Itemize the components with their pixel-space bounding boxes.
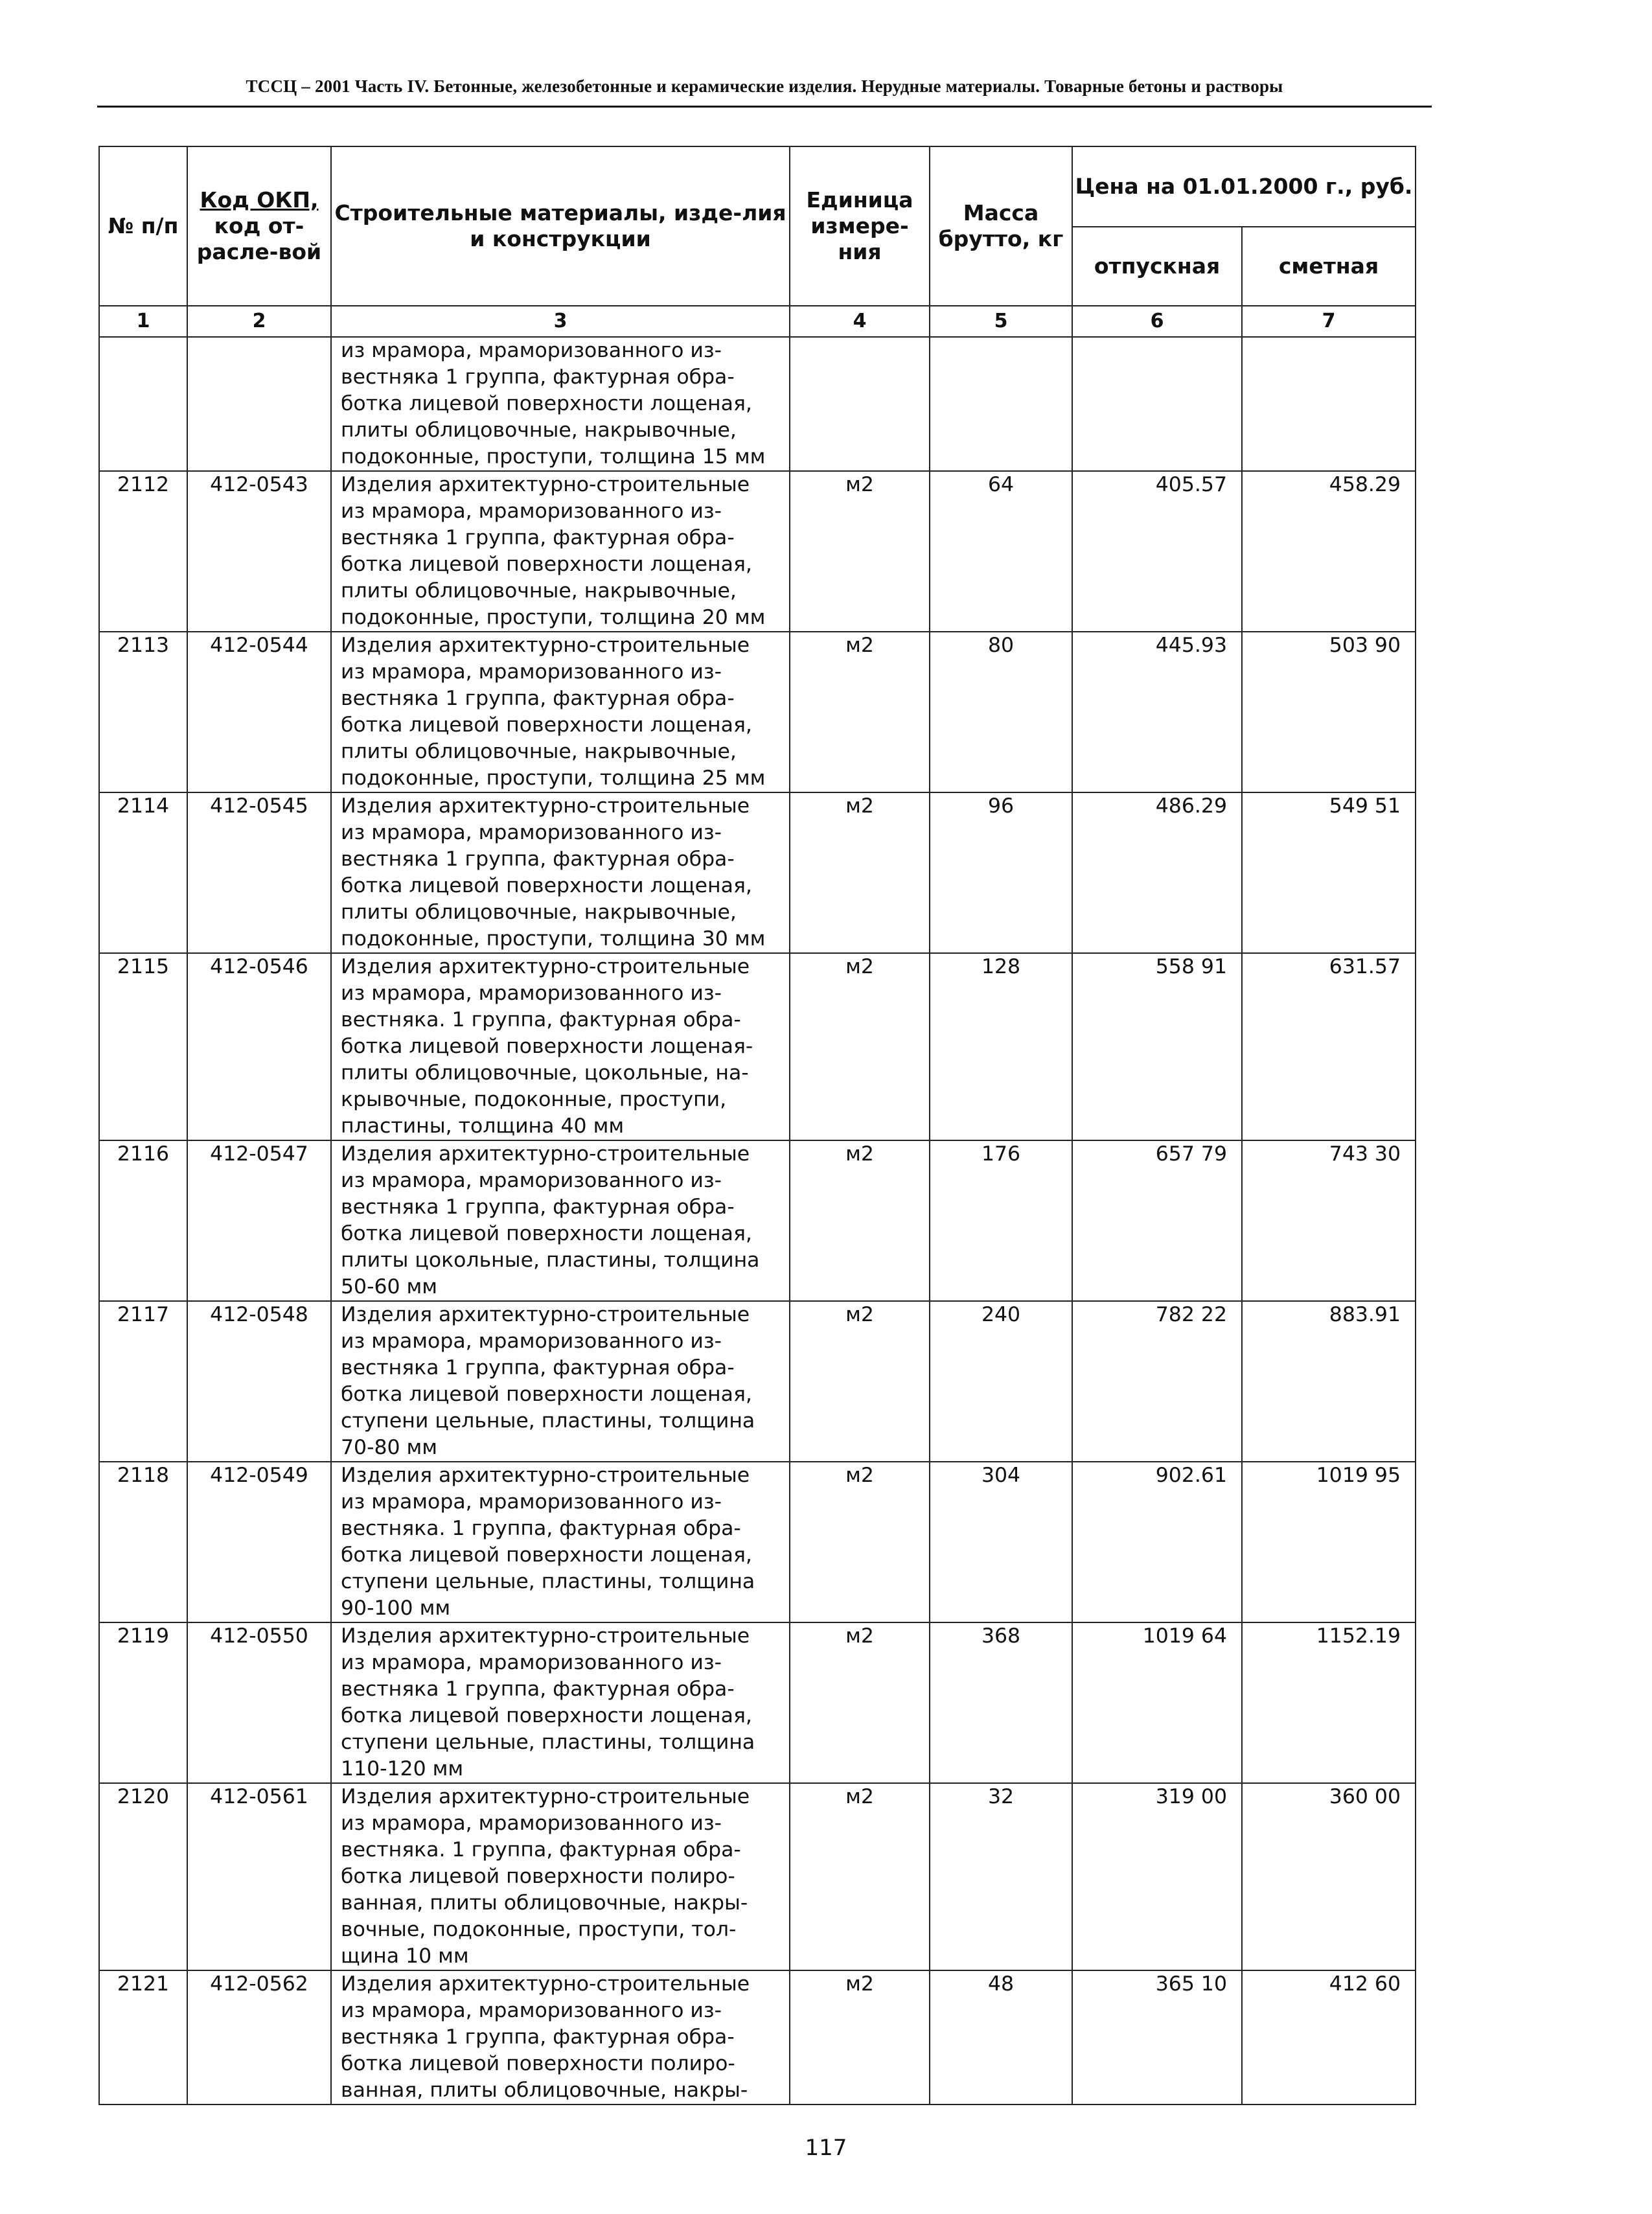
mass: 368 [930, 1622, 1072, 1783]
table-row [99, 1140, 1416, 1301]
okp-code: 412-0561 [187, 1783, 331, 1970]
okp-code: 412-0543 [187, 471, 331, 632]
description-line: вестняка. 1 группа, фактурная обра- [341, 1838, 741, 1862]
table-row [99, 632, 1416, 792]
row-number: 2118 [99, 1462, 187, 1622]
description-line: плиты облицовочные, цокольные, на- [341, 1061, 749, 1085]
description-line: ботка лицевой поверхности полиро- [341, 1865, 735, 1888]
row-number [99, 337, 187, 471]
price-estimate: 1152.19 [1242, 1622, 1416, 1783]
description-line: ботка лицевой поверхности лощеная, [341, 553, 752, 576]
header-name: Строительные материалы, изде-лия и конструкции [331, 146, 790, 306]
unit: м2 [790, 1301, 930, 1462]
table-row [99, 1301, 1416, 1462]
description-line: ботка лицевой поверхности лощеная, [341, 1704, 752, 1727]
column-number: 4 [790, 306, 930, 337]
item-description [331, 1970, 790, 2104]
table-row [99, 471, 1416, 632]
description-line: пластины, толщина 40 мм [341, 1114, 625, 1138]
price-estimate: 883.91 [1242, 1301, 1416, 1462]
column-number: 3 [331, 306, 790, 337]
description-line: плиты облицовочные, накрывочные, [341, 419, 737, 442]
row-number: 2120 [99, 1783, 187, 1970]
price-estimate: 743 30 [1242, 1140, 1416, 1301]
header-price-release: отпускная [1072, 227, 1242, 306]
description-line: Изделия архитектурно-строительные [341, 955, 750, 978]
description-line: ботка лицевой поверхности лощеная, [341, 1383, 752, 1406]
description-line: из мрамора, мраморизованного из- [341, 339, 722, 362]
description-line: подоконные, проступи, толщина 20 мм [341, 606, 766, 629]
description-line: вестняка 1 группа, фактурная обра- [341, 526, 735, 549]
description-line: ванная, плиты облицовочные, накры- [341, 2079, 748, 2102]
mass [930, 337, 1072, 471]
table-row [99, 1970, 1416, 2104]
description-line: Изделия архитектурно-строительные [341, 1303, 750, 1326]
description-line: Изделия архитектурно-строительные [341, 1972, 750, 1996]
item-description [331, 953, 790, 1140]
price-release: 782 22 [1072, 1301, 1242, 1462]
price-estimate: 1019 95 [1242, 1462, 1416, 1622]
description-line: ванная, плиты облицовочные, накры- [341, 1891, 748, 1915]
description-line: вестняка 1 группа, фактурная обра- [341, 1678, 735, 1701]
description-line: из мрамора, мраморизованного из- [341, 1490, 722, 1514]
table-row [99, 1462, 1416, 1622]
description-line: Изделия архитектурно-строительные [341, 794, 750, 818]
mass: 176 [930, 1140, 1072, 1301]
description-line: плиты цокольные, пластины, толщина [341, 1249, 760, 1272]
price-release: 445.93 [1072, 632, 1242, 792]
description-line: вестняка 1 группа, фактурная обра- [341, 365, 735, 389]
column-number: 6 [1072, 306, 1242, 337]
row-number: 2115 [99, 953, 187, 1140]
unit: м2 [790, 1462, 930, 1622]
description-line: 90-100 мм [341, 1597, 451, 1620]
price-release: 486.29 [1072, 792, 1242, 953]
table-body [99, 337, 1416, 2104]
description-line: вестняка 1 группа, фактурная обра- [341, 1356, 735, 1379]
okp-code: 412-0548 [187, 1301, 331, 1462]
description-line: из мрамора, мраморизованного из- [341, 1330, 722, 1353]
description-line: подоконные, проступи, толщина 30 мм [341, 927, 766, 951]
description-line: подоконные, проступи, толщина 15 мм [341, 445, 766, 468]
row-number: 2116 [99, 1140, 187, 1301]
okp-code [187, 337, 331, 471]
description-line: Изделия архитектурно-строительные [341, 1624, 750, 1648]
description-line: вестняка 1 группа, фактурная обра- [341, 1195, 735, 1219]
unit: м2 [790, 1140, 930, 1301]
mass: 128 [930, 953, 1072, 1140]
price-release: 1019 64 [1072, 1622, 1242, 1783]
row-number: 2121 [99, 1970, 187, 2104]
description-line: ботка лицевой поверхности лощеная- [341, 1035, 753, 1058]
description-line: из мрамора, мраморизованного из- [341, 982, 722, 1005]
unit: м2 [790, 1783, 930, 1970]
table-row [99, 1783, 1416, 1970]
price-release: 558 91 [1072, 953, 1242, 1140]
price-release [1072, 337, 1242, 471]
description-line: Изделия архитектурно-строительные [341, 634, 750, 657]
header-mass: Масса брутто, кг [930, 146, 1072, 306]
description-line: плиты облицовочные, накрывочные, [341, 901, 737, 924]
item-description [331, 337, 790, 471]
description-line: вестняка 1 группа, фактурная обра- [341, 687, 735, 710]
price-estimate: 458.29 [1242, 471, 1416, 632]
okp-code: 412-0547 [187, 1140, 331, 1301]
price-release: 902.61 [1072, 1462, 1242, 1622]
description-line: Изделия архитектурно-строительные [341, 1785, 750, 1808]
description-line: вестняка 1 группа, фактурная обра- [341, 848, 735, 871]
description-line: ботка лицевой поверхности лощеная, [341, 874, 752, 897]
description-line: из мрамора, мраморизованного из- [341, 1812, 722, 1835]
price-estimate: 631.57 [1242, 953, 1416, 1140]
table-row [99, 953, 1416, 1140]
okp-code: 412-0545 [187, 792, 331, 953]
mass: 48 [930, 1970, 1072, 2104]
page-number: 117 [805, 2135, 847, 2161]
price-estimate: 503 90 [1242, 632, 1416, 792]
header-code-line1: Код ОКП, [200, 187, 319, 213]
row-number: 2119 [99, 1622, 187, 1783]
unit: м2 [790, 632, 930, 792]
description-line: ботка лицевой поверхности лощеная, [341, 1222, 752, 1245]
description-line: из мрамора, мраморизованного из- [341, 1999, 722, 2022]
header-price: Цена на 01.01.2000 г., руб. [1072, 146, 1416, 227]
description-line: плиты облицовочные, накрывочные, [341, 579, 737, 603]
price-release: 365 10 [1072, 1970, 1242, 2104]
description-line: подоконные, проступи, толщина 25 мм [341, 767, 766, 790]
description-line: вестняка. 1 группа, фактурная обра- [341, 1517, 741, 1540]
description-line: 50-60 мм [341, 1275, 438, 1298]
column-number: 1 [99, 306, 187, 337]
header-price-estimate: сметная [1242, 227, 1416, 306]
description-line: плиты облицовочные, накрывочные, [341, 740, 737, 763]
description-line: ботка лицевой поверхности лощеная, [341, 1543, 752, 1567]
row-number: 2117 [99, 1301, 187, 1462]
okp-code: 412-0550 [187, 1622, 331, 1783]
description-line: вестняка 1 группа, фактурная обра- [341, 2025, 735, 2049]
description-line: из мрамора, мраморизованного из- [341, 660, 722, 684]
price-estimate: 412 60 [1242, 1970, 1416, 2104]
header-rule [97, 106, 1432, 108]
item-description [331, 632, 790, 792]
row-number: 2114 [99, 792, 187, 953]
table-row [99, 792, 1416, 953]
table-row [99, 1622, 1416, 1783]
description-line: ботка лицевой поверхности лощеная, [341, 392, 752, 415]
unit: м2 [790, 792, 930, 953]
okp-code: 412-0549 [187, 1462, 331, 1622]
column-number: 2 [187, 306, 331, 337]
description-line: ступени цельные, пластины, толщина [341, 1731, 755, 1754]
description-line: Изделия архитектурно-строительные [341, 473, 750, 496]
column-number: 7 [1242, 306, 1416, 337]
header-no: № п/п [99, 146, 187, 306]
item-description [331, 1622, 790, 1783]
okp-code: 412-0546 [187, 953, 331, 1140]
header-code-line2: код от-расле-вой [196, 213, 322, 264]
description-line: вочные, подоконные, проступи, тол- [341, 1918, 737, 1941]
item-description [331, 1462, 790, 1622]
item-description [331, 792, 790, 953]
unit [790, 337, 930, 471]
price-estimate: 360 00 [1242, 1783, 1416, 1970]
item-description [331, 1783, 790, 1970]
description-line: из мрамора, мраморизованного из- [341, 821, 722, 844]
description-line: ботка лицевой поверхности лощеная, [341, 713, 752, 737]
row-number: 2112 [99, 471, 187, 632]
unit: м2 [790, 1622, 930, 1783]
description-line: из мрамора, мраморизованного из- [341, 500, 722, 523]
okp-code: 412-0562 [187, 1970, 331, 2104]
mass: 96 [930, 792, 1072, 953]
price-release: 405.57 [1072, 471, 1242, 632]
row-number: 2113 [99, 632, 187, 792]
unit: м2 [790, 953, 930, 1140]
column-number: 5 [930, 306, 1072, 337]
price-release: 657 79 [1072, 1140, 1242, 1301]
description-line: щина 10 мм [341, 1944, 469, 1968]
description-line: из мрамора, мраморизованного из- [341, 1651, 722, 1674]
mass: 240 [930, 1301, 1072, 1462]
mass: 32 [930, 1783, 1072, 1970]
unit: м2 [790, 471, 930, 632]
description-line: 110-120 мм [341, 1757, 464, 1781]
header-code [187, 146, 331, 306]
description-line: Изделия архитектурно-строительные [341, 1142, 750, 1166]
okp-code: 412-0544 [187, 632, 331, 792]
mass: 64 [930, 471, 1072, 632]
header-unit: Единица измере-ния [790, 146, 930, 306]
item-description [331, 471, 790, 632]
description-line: крывочные, подоконные, проступи, [341, 1088, 727, 1111]
description-line: Изделия архитектурно-строительные [341, 1464, 750, 1487]
description-line: 70-80 мм [341, 1436, 438, 1459]
table-row-continuation [99, 337, 1416, 471]
description-line: ботка лицевой поверхности полиро- [341, 2052, 735, 2075]
price-release: 319 00 [1072, 1783, 1242, 1970]
item-description [331, 1301, 790, 1462]
mass: 304 [930, 1462, 1072, 1622]
item-description [331, 1140, 790, 1301]
description-line: ступени цельные, пластины, толщина [341, 1570, 755, 1593]
price-estimate: 549 51 [1242, 792, 1416, 953]
description-line: из мрамора, мраморизованного из- [341, 1169, 722, 1192]
price-table [98, 146, 1416, 2105]
running-header: ТССЦ – 2001 Часть IV. Бетонные, железобетонные и керамические изделия. Нерудные материалы. Товарные бетоны и растворы [246, 76, 1283, 96]
price-estimate [1242, 337, 1416, 471]
description-line: вестняка. 1 группа, фактурная обра- [341, 1008, 741, 1032]
unit: м2 [790, 1970, 930, 2104]
description-line: ступени цельные, пластины, толщина [341, 1409, 755, 1433]
mass: 80 [930, 632, 1072, 792]
